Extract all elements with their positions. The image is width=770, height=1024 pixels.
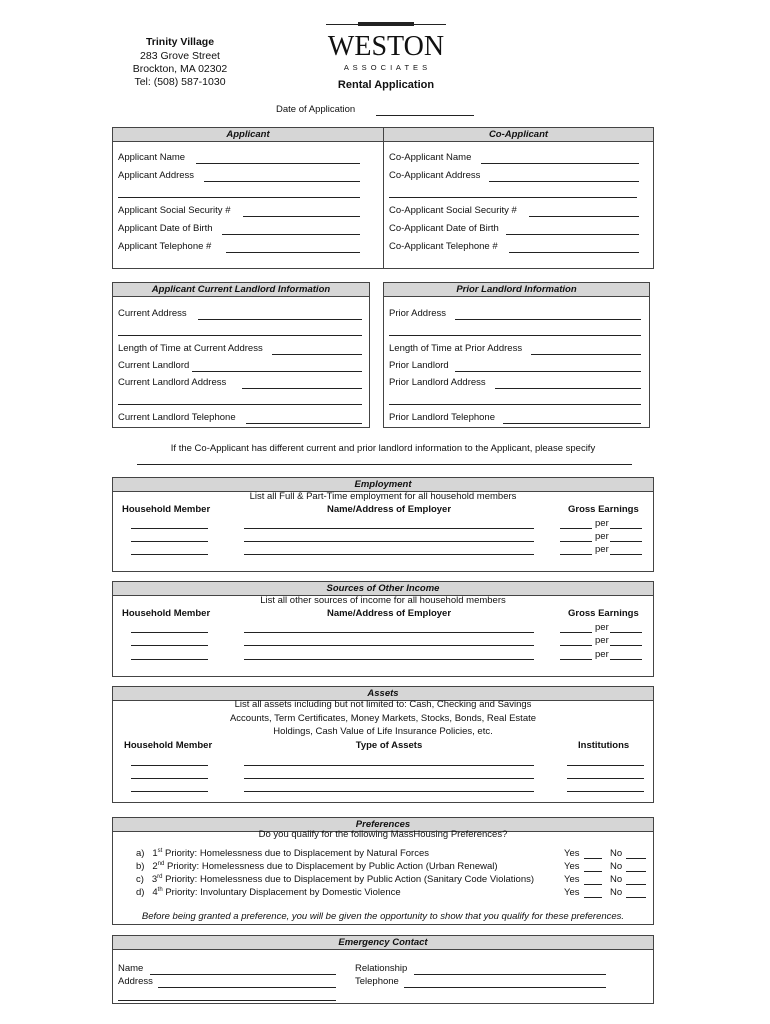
employment-amount-1[interactable] <box>560 528 592 529</box>
current-landlord-field[interactable] <box>192 371 362 372</box>
applicant-phone-label: Applicant Telephone # <box>118 241 212 252</box>
employment-period-2[interactable] <box>610 541 642 542</box>
prior-landlord-phone-label: Prior Landlord Telephone <box>389 412 495 423</box>
preference-letter: b) <box>136 861 145 873</box>
other-income-col-earnings: Gross Earnings <box>568 608 639 619</box>
current-address-field[interactable] <box>198 319 362 320</box>
co-applicant-phone-label: Co-Applicant Telephone # <box>389 241 498 252</box>
other-income-per-1: per <box>595 622 609 633</box>
employment-amount-3[interactable] <box>560 554 592 555</box>
assets-member-2[interactable] <box>131 778 208 779</box>
employment-employer-1[interactable] <box>244 528 534 529</box>
prior-landlord-phone-field[interactable] <box>503 423 641 424</box>
preference-ordinal: th <box>157 887 163 893</box>
emergency-relationship-field[interactable] <box>414 974 606 975</box>
preference-letter: c) <box>136 874 144 886</box>
preferences-header: Preferences <box>113 818 653 832</box>
other-income-period-3[interactable] <box>610 659 642 660</box>
org-street: 283 Grove Street <box>140 50 220 62</box>
date-field[interactable] <box>376 115 474 116</box>
current-address-label: Current Address <box>118 308 187 319</box>
assets-institution-2[interactable] <box>567 778 644 779</box>
employment-employer-3[interactable] <box>244 554 534 555</box>
org-phone: Tel: (508) 587-1030 <box>134 76 226 88</box>
emergency-address-field[interactable] <box>158 987 336 988</box>
assets-institution-1[interactable] <box>567 765 644 766</box>
prior-landlord-address-label: Prior Landlord Address <box>389 377 486 388</box>
other-income-member-3[interactable] <box>131 659 208 660</box>
current-landlord-label: Current Landlord <box>118 360 190 371</box>
assets-type-3[interactable] <box>244 791 534 792</box>
prior-landlord-address-field-2[interactable] <box>389 404 641 405</box>
applicant-phone-field[interactable] <box>226 252 360 253</box>
preference-item-b <box>136 861 498 872</box>
employment-col-earnings: Gross Earnings <box>568 504 639 515</box>
prior-landlord-label: Prior Landlord <box>389 360 449 371</box>
co-applicant-address-field[interactable] <box>489 181 639 182</box>
prior-landlord-address-field[interactable] <box>495 388 641 389</box>
applicant-address-field[interactable] <box>204 181 360 182</box>
current-landlord-phone-field[interactable] <box>246 423 362 424</box>
other-income-member-2[interactable] <box>131 645 208 646</box>
employment-period-1[interactable] <box>610 528 642 529</box>
co-applicant-phone-field[interactable] <box>509 252 639 253</box>
other-income-header: Sources of Other Income <box>113 582 653 596</box>
other-income-member-1[interactable] <box>131 632 208 633</box>
assets-member-1[interactable] <box>131 765 208 766</box>
prior-length-label: Length of Time at Prior Address <box>389 343 523 354</box>
applicant-name-label: Applicant Name <box>118 152 186 163</box>
preference-text: Priority: Homelessness due to Displacement by Public Action (Sanitary Code Violations) <box>165 874 535 886</box>
preference-item-a <box>136 848 429 859</box>
current-length-label: Length of Time at Current Address <box>118 343 263 354</box>
preference-no-field-a[interactable] <box>626 858 646 859</box>
preference-no-c: No <box>610 874 623 885</box>
preference-yes-field-a[interactable] <box>584 858 602 859</box>
emergency-name-field[interactable] <box>150 974 336 975</box>
preference-ordinal: st <box>157 848 163 854</box>
current-landlord-address-field-2[interactable] <box>118 404 362 405</box>
other-income-amount-1[interactable] <box>560 632 592 633</box>
co-applicant-dob-field[interactable] <box>506 234 639 235</box>
assets-col-type: Type of Assets <box>355 740 423 751</box>
applicant-header: Applicant <box>113 128 383 142</box>
prior-address-field[interactable] <box>455 319 641 320</box>
other-income-col-member: Household Member <box>122 608 211 619</box>
current-length-field[interactable] <box>272 354 362 355</box>
preference-no-field-b[interactable] <box>626 871 646 872</box>
emergency-telephone-field[interactable] <box>404 987 606 988</box>
current-landlord-header: Applicant Current Landlord Information <box>113 283 369 297</box>
assets-sub-3: Holdings, Cash Value of Life Insurance Policies, etc. <box>273 726 493 737</box>
co-applicant-note: If the Co-Applicant has different current and prior landlord information to the Applicant, please specify <box>170 443 596 454</box>
preference-letter: a) <box>136 848 145 860</box>
preference-no-a: No <box>610 848 623 859</box>
emergency-relationship-label: Relationship <box>355 963 408 974</box>
page-title: Rental Application <box>337 79 435 91</box>
employment-header: Employment <box>113 478 653 492</box>
current-landlord-address-field[interactable] <box>242 388 362 389</box>
emergency-address-label: Address <box>118 976 153 987</box>
employment-col-employer: Name/Address of Employer <box>326 504 452 515</box>
preferences-sub: Do you qualify for the following MassHousing Preferences? <box>258 829 508 840</box>
co-applicant-address-label: Co-Applicant Address <box>389 170 481 181</box>
assets-col-member: Household Member <box>124 740 213 751</box>
preference-text: Priority: Homelessness due to Displacement by Public Action (Urban Renewal) <box>167 861 498 873</box>
preference-yes-field-b[interactable] <box>584 871 602 872</box>
current-landlord-section <box>112 282 370 428</box>
preference-number: 3 <box>151 874 158 886</box>
current-address-field-2[interactable] <box>118 335 362 336</box>
emergency-telephone-label: Telephone <box>355 976 399 987</box>
prior-length-field[interactable] <box>531 354 641 355</box>
emergency-address-field-2[interactable] <box>118 1000 336 1001</box>
other-income-source-3[interactable] <box>244 659 534 660</box>
co-applicant-ssn-label: Co-Applicant Social Security # <box>389 205 517 216</box>
assets-header: Assets <box>113 687 653 701</box>
other-income-period-2[interactable] <box>610 645 642 646</box>
employment-per-1: per <box>595 518 609 529</box>
preference-ordinal: rd <box>157 874 163 880</box>
preference-item-c <box>136 874 534 885</box>
applicant-address-field-2[interactable] <box>118 197 360 198</box>
employment-employer-2[interactable] <box>244 541 534 542</box>
applicant-ssn-field[interactable] <box>243 216 360 217</box>
prior-landlord-header: Prior Landlord Information <box>384 283 649 297</box>
co-applicant-header: Co-Applicant <box>384 128 653 142</box>
other-income-amount-3[interactable] <box>560 659 592 660</box>
current-landlord-phone-label: Current Landlord Telephone <box>118 412 236 423</box>
preference-no-b: No <box>610 861 623 872</box>
prior-address-field-2[interactable] <box>389 335 641 336</box>
preference-yes-d: Yes <box>564 887 580 898</box>
preference-yes-field-d[interactable] <box>584 897 602 898</box>
co-applicant-ssn-field[interactable] <box>529 216 639 217</box>
preference-yes-b: Yes <box>564 861 580 872</box>
other-income-col-employer: Name/Address of Employer <box>326 608 452 619</box>
employment-member-2[interactable] <box>131 541 208 542</box>
preference-yes-c: Yes <box>564 874 580 885</box>
co-applicant-address-field-2[interactable] <box>389 197 637 198</box>
employment-sub: List all Full & Part-Time employment for all household members <box>249 491 517 502</box>
co-applicant-dob-label: Co-Applicant Date of Birth <box>389 223 499 234</box>
other-income-source-1[interactable] <box>244 632 534 633</box>
other-income-amount-2[interactable] <box>560 645 592 646</box>
prior-landlord-field[interactable] <box>455 371 641 372</box>
other-income-per-3: per <box>595 649 609 660</box>
other-income-sub: List all other sources of income for all household members <box>260 595 506 606</box>
assets-sub-1: List all assets including but not limited to: Cash, Checking and Savings <box>234 699 532 710</box>
date-label: Date of Application <box>276 104 356 115</box>
preference-no-d: No <box>610 887 623 898</box>
emergency-header: Emergency Contact <box>113 936 653 950</box>
logo-bar <box>358 22 414 26</box>
assets-type-2[interactable] <box>244 778 534 779</box>
preference-ordinal: nd <box>157 861 165 867</box>
emergency-name-label: Name <box>118 963 144 974</box>
co-applicant-name-label: Co-Applicant Name <box>389 152 472 163</box>
logo-name: WESTON <box>327 31 445 62</box>
preference-letter: d) <box>136 887 145 899</box>
assets-member-3[interactable] <box>131 791 208 792</box>
employment-member-1[interactable] <box>131 528 208 529</box>
prior-landlord-section <box>383 282 650 428</box>
preference-no-field-c[interactable] <box>626 884 646 885</box>
applicant-address-label: Applicant Address <box>118 170 195 181</box>
co-applicant-note-field[interactable] <box>137 464 632 465</box>
org-city: Brockton, MA 02302 <box>132 63 228 75</box>
assets-institution-3[interactable] <box>567 791 644 792</box>
prior-address-label: Prior Address <box>389 308 447 319</box>
assets-sub-2: Accounts, Term Certificates, Money Markets, Stocks, Bonds, Real Estate <box>229 713 537 724</box>
other-income-source-2[interactable] <box>244 645 534 646</box>
preferences-note: Before being granted a preference, you will be given the opportunity to show that you qualify for these preferences. <box>141 911 625 922</box>
employment-per-3: per <box>595 544 609 555</box>
other-income-per-2: per <box>595 635 609 646</box>
logo-sub: A S S O C I A T E S <box>343 63 429 72</box>
assets-type-1[interactable] <box>244 765 534 766</box>
preference-yes-field-c[interactable] <box>584 884 602 885</box>
applicant-dob-label: Applicant Date of Birth <box>118 223 213 234</box>
other-income-period-1[interactable] <box>610 632 642 633</box>
applicant-ssn-label: Applicant Social Security # <box>118 205 231 216</box>
preference-yes-a: Yes <box>564 848 580 859</box>
preference-number: 2 <box>152 861 158 873</box>
applicant-name-field[interactable] <box>196 163 360 164</box>
preference-no-field-d[interactable] <box>626 897 646 898</box>
preference-number: 4 <box>152 887 158 899</box>
preference-item-d <box>136 887 401 898</box>
applicant-dob-field[interactable] <box>222 234 360 235</box>
current-landlord-address-label: Current Landlord Address <box>118 377 227 388</box>
employment-col-member: Household Member <box>122 504 211 515</box>
preference-text: Priority: Homelessness due to Displacement by Natural Forces <box>164 848 429 860</box>
employment-amount-2[interactable] <box>560 541 592 542</box>
employment-period-3[interactable] <box>610 554 642 555</box>
org-name: Trinity Village <box>145 36 215 48</box>
preference-text: Priority: Involuntary Displacement by Domestic Violence <box>165 887 401 899</box>
assets-col-institutions: Institutions <box>578 740 630 751</box>
employment-member-3[interactable] <box>131 554 208 555</box>
preference-number: 1 <box>152 848 158 860</box>
co-applicant-name-field[interactable] <box>481 163 639 164</box>
employment-per-2: per <box>595 531 609 542</box>
